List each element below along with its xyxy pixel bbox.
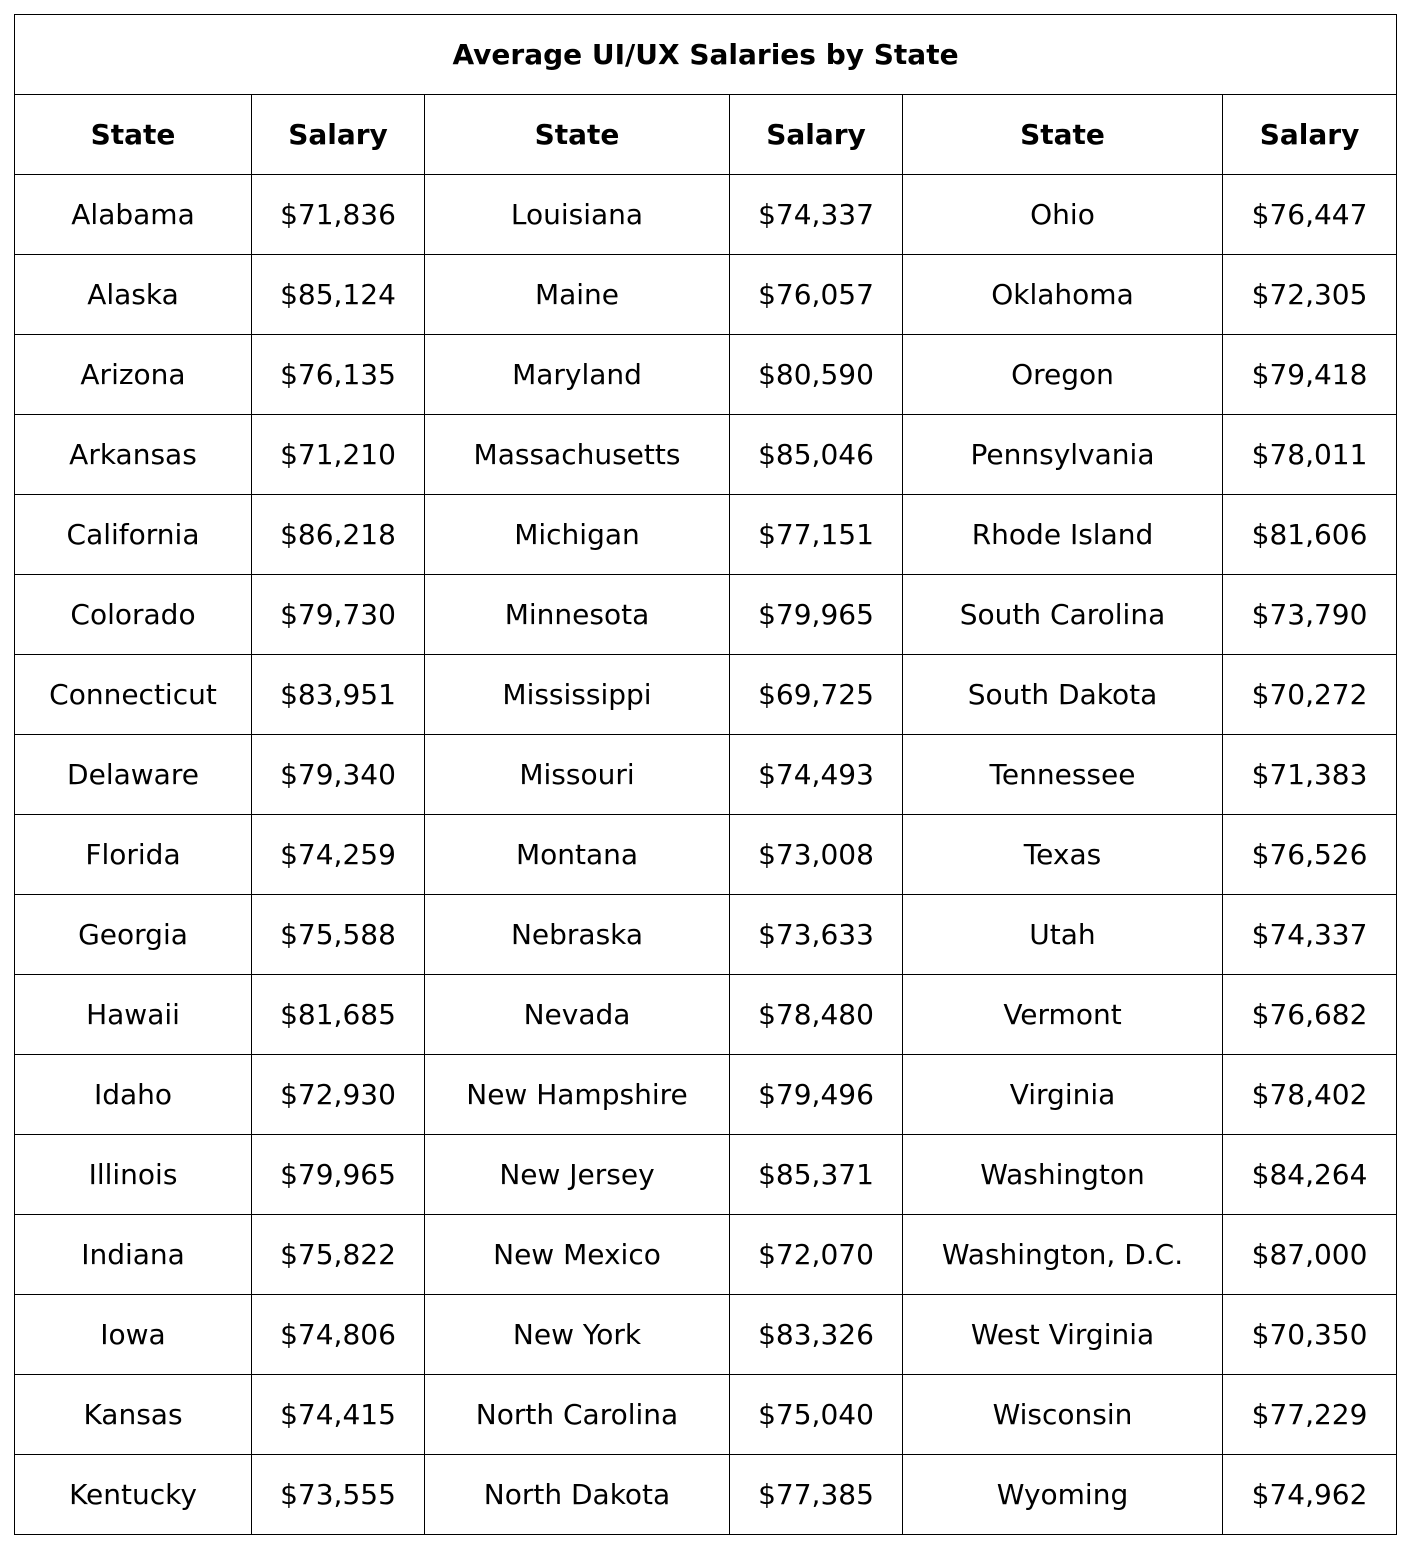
salary-cell: $76,447 [1223, 175, 1397, 255]
header-row [15, 95, 1397, 175]
salary-cell: $73,008 [730, 815, 903, 895]
salary-cell: $72,930 [252, 1055, 425, 1135]
salary-cell: $74,415 [252, 1375, 425, 1455]
state-cell: New York [425, 1295, 730, 1375]
table-row [15, 815, 1397, 895]
state-cell: California [15, 495, 252, 575]
state-cell: Oregon [903, 335, 1223, 415]
table-title: Average UI/UX Salaries by State [15, 15, 1397, 95]
table-row [15, 1455, 1397, 1535]
state-cell: South Dakota [903, 655, 1223, 735]
state-cell: Nebraska [425, 895, 730, 975]
salary-cell: $78,480 [730, 975, 903, 1055]
salary-cell: $76,682 [1223, 975, 1397, 1055]
state-cell: Georgia [15, 895, 252, 975]
state-cell: Rhode Island [903, 495, 1223, 575]
state-cell: Utah [903, 895, 1223, 975]
salary-cell: $69,725 [730, 655, 903, 735]
column-header-salary: Salary [730, 95, 903, 175]
salary-cell: $72,070 [730, 1215, 903, 1295]
state-cell: Washington, D.C. [903, 1215, 1223, 1295]
state-cell: Kansas [15, 1375, 252, 1455]
salary-cell: $73,633 [730, 895, 903, 975]
table-row [15, 975, 1397, 1055]
state-cell: Maine [425, 255, 730, 335]
table-row [15, 1215, 1397, 1295]
salary-cell: $74,259 [252, 815, 425, 895]
state-cell: Washington [903, 1135, 1223, 1215]
state-cell: Montana [425, 815, 730, 895]
salary-cell: $70,272 [1223, 655, 1397, 735]
salary-cell: $76,135 [252, 335, 425, 415]
salary-cell: $71,836 [252, 175, 425, 255]
state-cell: Texas [903, 815, 1223, 895]
salary-cell: $83,951 [252, 655, 425, 735]
salary-table [14, 14, 1397, 1535]
salary-cell: $75,822 [252, 1215, 425, 1295]
salary-cell: $80,590 [730, 335, 903, 415]
table-row [15, 655, 1397, 735]
salary-cell: $79,496 [730, 1055, 903, 1135]
state-cell: New Jersey [425, 1135, 730, 1215]
state-cell: Maryland [425, 335, 730, 415]
state-cell: Connecticut [15, 655, 252, 735]
state-cell: Missouri [425, 735, 730, 815]
salary-cell: $77,229 [1223, 1375, 1397, 1455]
state-cell: Oklahoma [903, 255, 1223, 335]
table-body [15, 175, 1397, 1535]
salary-cell: $81,606 [1223, 495, 1397, 575]
state-cell: Arkansas [15, 415, 252, 495]
state-cell: Pennsylvania [903, 415, 1223, 495]
table-row [15, 895, 1397, 975]
column-header-state: State [15, 95, 252, 175]
salary-cell: $73,555 [252, 1455, 425, 1535]
salary-cell: $79,418 [1223, 335, 1397, 415]
salary-cell: $73,790 [1223, 575, 1397, 655]
table-row [15, 175, 1397, 255]
salary-cell: $78,402 [1223, 1055, 1397, 1135]
state-cell: Michigan [425, 495, 730, 575]
salary-cell: $79,730 [252, 575, 425, 655]
state-cell: Tennessee [903, 735, 1223, 815]
salary-cell: $78,011 [1223, 415, 1397, 495]
table-row [15, 255, 1397, 335]
state-cell: Vermont [903, 975, 1223, 1055]
salary-cell: $71,210 [252, 415, 425, 495]
salary-cell: $74,806 [252, 1295, 425, 1375]
salary-cell: $77,151 [730, 495, 903, 575]
state-cell: Wisconsin [903, 1375, 1223, 1455]
state-cell: Colorado [15, 575, 252, 655]
state-cell: Kentucky [15, 1455, 252, 1535]
salary-cell: $70,350 [1223, 1295, 1397, 1375]
salary-cell: $77,385 [730, 1455, 903, 1535]
state-cell: Florida [15, 815, 252, 895]
table-row [15, 575, 1397, 655]
salary-cell: $85,046 [730, 415, 903, 495]
salary-cell: $74,962 [1223, 1455, 1397, 1535]
state-cell: Delaware [15, 735, 252, 815]
salary-cell: $76,526 [1223, 815, 1397, 895]
state-cell: West Virginia [903, 1295, 1223, 1375]
table-row [15, 1135, 1397, 1215]
state-cell: Minnesota [425, 575, 730, 655]
salary-cell: $75,040 [730, 1375, 903, 1455]
salary-cell: $74,337 [1223, 895, 1397, 975]
salary-cell: $79,965 [730, 575, 903, 655]
column-header-state: State [903, 95, 1223, 175]
salary-cell: $72,305 [1223, 255, 1397, 335]
salary-cell: $74,337 [730, 175, 903, 255]
state-cell: Ohio [903, 175, 1223, 255]
salary-cell: $76,057 [730, 255, 903, 335]
salary-cell: $79,965 [252, 1135, 425, 1215]
salary-cell: $86,218 [252, 495, 425, 575]
table-row [15, 415, 1397, 495]
state-cell: Alaska [15, 255, 252, 335]
state-cell: Illinois [15, 1135, 252, 1215]
state-cell: Alabama [15, 175, 252, 255]
table-row [15, 1295, 1397, 1375]
salary-cell: $84,264 [1223, 1135, 1397, 1215]
state-cell: Massachusetts [425, 415, 730, 495]
state-cell: Idaho [15, 1055, 252, 1135]
title-row [15, 15, 1397, 95]
salary-cell: $75,588 [252, 895, 425, 975]
salary-cell: $81,685 [252, 975, 425, 1055]
table-row [15, 1055, 1397, 1135]
state-cell: Arizona [15, 335, 252, 415]
state-cell: Mississippi [425, 655, 730, 735]
state-cell: Iowa [15, 1295, 252, 1375]
state-cell: Hawaii [15, 975, 252, 1055]
state-cell: Virginia [903, 1055, 1223, 1135]
state-cell: North Carolina [425, 1375, 730, 1455]
table-row [15, 1375, 1397, 1455]
salary-cell: $87,000 [1223, 1215, 1397, 1295]
salary-cell: $79,340 [252, 735, 425, 815]
state-cell: Louisiana [425, 175, 730, 255]
table-row [15, 495, 1397, 575]
state-cell: South Carolina [903, 575, 1223, 655]
column-header-salary: Salary [1223, 95, 1397, 175]
state-cell: New Hampshire [425, 1055, 730, 1135]
salary-cell: $74,493 [730, 735, 903, 815]
salary-cell: $85,371 [730, 1135, 903, 1215]
column-header-state: State [425, 95, 730, 175]
state-cell: Wyoming [903, 1455, 1223, 1535]
state-cell: New Mexico [425, 1215, 730, 1295]
table-row [15, 335, 1397, 415]
salary-cell: $71,383 [1223, 735, 1397, 815]
column-header-salary: Salary [252, 95, 425, 175]
state-cell: Indiana [15, 1215, 252, 1295]
salary-cell: $85,124 [252, 255, 425, 335]
state-cell: Nevada [425, 975, 730, 1055]
salary-cell: $83,326 [730, 1295, 903, 1375]
state-cell: North Dakota [425, 1455, 730, 1535]
table-row [15, 735, 1397, 815]
